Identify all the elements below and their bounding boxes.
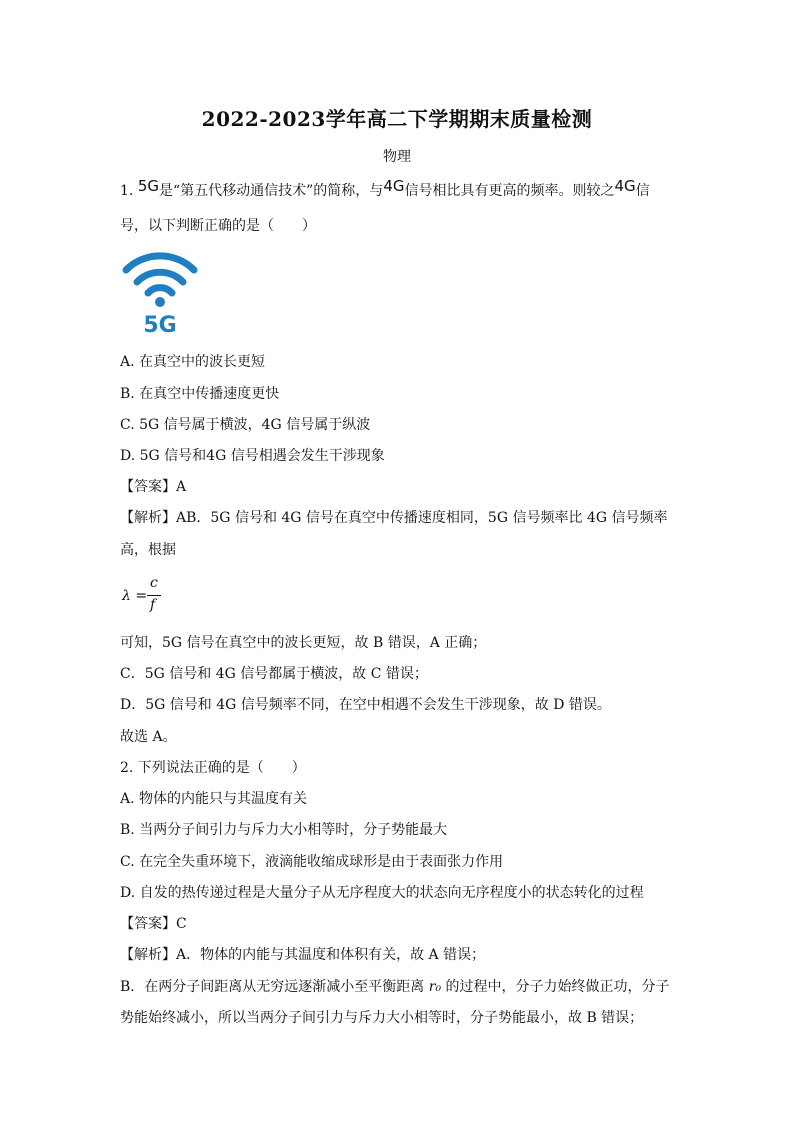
q1-option-c: C. 5G 信号属于横波，4G 信号属于纵波 — [120, 417, 371, 433]
r0-symbol: r₀ — [428, 979, 442, 995]
wavelength-formula — [120, 575, 180, 619]
q1-term-5g: 5G — [137, 177, 159, 195]
q1-stem-line2: 号，以下判断正确的是（ ） — [120, 218, 316, 234]
q1-analysis-line2: 高，根据 — [120, 542, 176, 558]
q2-analysis-line1: 【解析】A．物体的内能与其温度和体积有关，故 A 错误； — [120, 947, 486, 963]
q1-analysis-line1: 【解析】AB．5G 信号和 4G 信号在真空中传播速度相同，5G 信号频率比 4G 信号频率 — [120, 510, 668, 526]
fraction-bar — [147, 595, 161, 596]
formula-denominator: f — [150, 597, 156, 613]
q1-stem-text-b: 信号相比具有更高的频率。则较之 — [404, 183, 615, 199]
q2-stem: 2. 下列说法正确的是（ ） — [120, 760, 306, 776]
q2-analysis-line2-b: 的过程中，分子力始终做正功，分子 — [441, 979, 670, 995]
q1-analysis-line3: 可知，5G 信号在真空中的波长更短，故 B 错误，A 正确； — [120, 635, 487, 651]
q2-option-d: D. 自发的热传递过程是大量分子从无序程度大的状态向无序程度小的状态转化的过程 — [120, 885, 644, 901]
q2-answer: 【答案】C — [120, 916, 187, 932]
q1-analysis-line4: C．5G 信号和 4G 信号都属于横波，故 C 错误； — [120, 666, 428, 682]
q1-term-4g-2: 4G — [614, 177, 636, 195]
q1-stem-line1 — [120, 177, 650, 201]
q1-option-d: D. 5G 信号和4G 信号相遇会发生干涉现象 — [120, 448, 385, 464]
q2-analysis-line2-a: B．在两分子间距离从无穷远逐渐减小至平衡距离 — [120, 979, 429, 995]
q2-analysis-line2 — [120, 977, 670, 997]
logo-text: 5G — [143, 313, 177, 338]
q1-option-b: B. 在真空中传播速度更快 — [120, 386, 280, 402]
subject-label: 物理 — [383, 149, 411, 165]
page-title: 2022-2023学年高二下学期期末质量检测 — [201, 107, 593, 131]
q2-option-a: A. 物体的内能只与其温度有关 — [120, 791, 308, 807]
formula-numerator: c — [150, 575, 158, 591]
q1-stem-text-a: 是“第五代移动通信技术”的简称，与 — [158, 183, 384, 199]
q1-analysis-line5: D．5G 信号和 4G 信号频率不同，在空中相遇不会发生干涉现象，故 D 错误。 — [120, 697, 611, 713]
q1-term-4g: 4G — [383, 177, 405, 195]
q2-option-b: B. 当两分子间引力与斥力大小相等时，分子势能最大 — [120, 822, 448, 838]
q2-option-c: C. 在完全失重环境下，液滴能收缩成球形是由于表面张力作用 — [120, 854, 504, 870]
q1-answer: 【答案】A — [120, 479, 187, 495]
q1-number: 1. — [120, 183, 138, 199]
q2-analysis-line3: 势能始终减小，所以当两分子间引力与斥力大小相等时，分子势能最小，故 B 错误； — [120, 1010, 644, 1026]
q1-option-a: A. 在真空中的波长更短 — [120, 354, 266, 370]
q1-stem-text-c: 信 — [635, 183, 650, 199]
formula-lhs: λ = — [122, 588, 148, 604]
5g-wifi-logo-icon — [120, 248, 200, 338]
q1-conclusion: 故选 A。 — [120, 729, 177, 745]
